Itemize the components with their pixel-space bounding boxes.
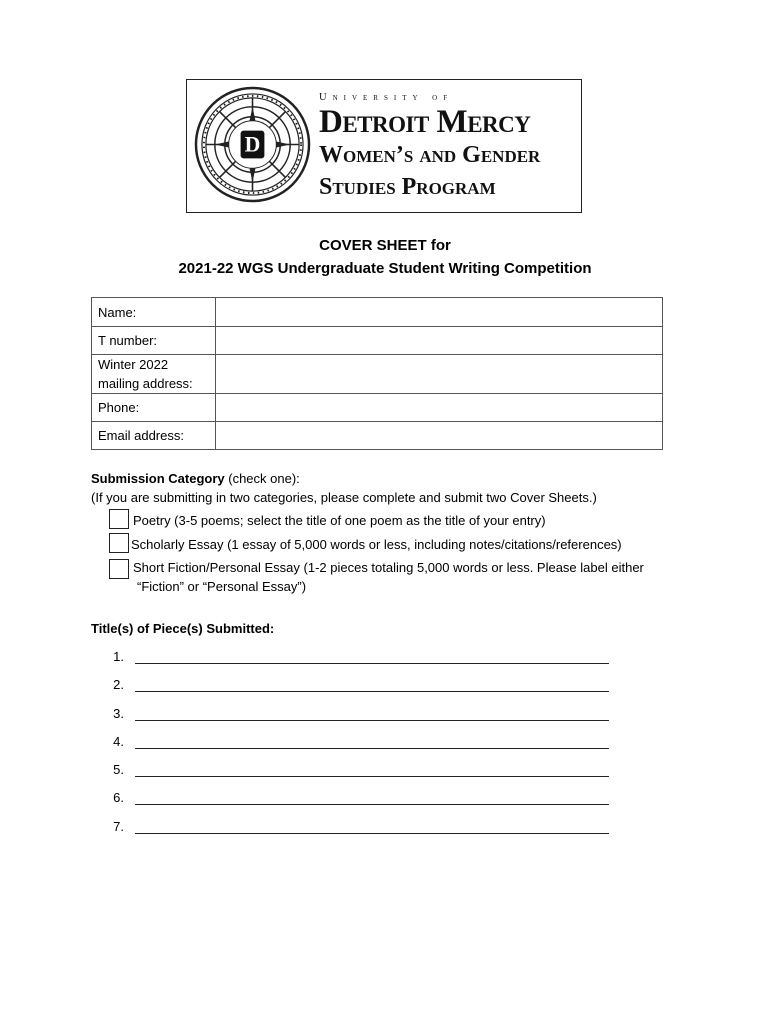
title-number-5: 5. xyxy=(113,762,124,777)
title-line-6[interactable] xyxy=(135,804,609,805)
email-label: Email address: xyxy=(92,422,216,450)
short-fiction-option-label-line1: Short Fiction/Personal Essay (1-2 pieces totaling 5,000 words or less. Please label either xyxy=(133,560,644,575)
title-line-2[interactable] xyxy=(135,691,609,692)
email-field[interactable] xyxy=(216,422,663,450)
scholarly-essay-checkbox[interactable] xyxy=(109,533,129,553)
logo-university-of: University of xyxy=(319,92,454,103)
poetry-checkbox[interactable] xyxy=(109,509,129,529)
t-number-label: T number: xyxy=(92,327,216,355)
svg-text:D: D xyxy=(244,132,261,157)
t-number-field[interactable] xyxy=(216,327,663,355)
submission-category-heading-rest: (check one): xyxy=(224,471,300,486)
page-subtitle: 2021-22 WGS Undergraduate Student Writing Competition xyxy=(178,260,592,277)
university-seal-icon xyxy=(193,85,312,204)
title-number-2: 2. xyxy=(113,677,124,692)
title-line-3[interactable] xyxy=(135,720,609,721)
title-line-4[interactable] xyxy=(135,748,609,749)
short-fiction-option-label-line2: “Fiction” or “Personal Essay”) xyxy=(137,579,307,594)
title-number-1: 1. xyxy=(113,649,124,664)
submission-category-heading-bold: Submission Category xyxy=(91,471,225,486)
program-logo xyxy=(186,79,582,213)
title-line-7[interactable] xyxy=(135,833,609,834)
title-line-1[interactable] xyxy=(135,663,609,664)
mailing-address-label xyxy=(92,355,216,394)
short-fiction-checkbox[interactable] xyxy=(109,559,129,579)
title-number-6: 6. xyxy=(113,790,124,805)
table-row-phone xyxy=(92,394,663,422)
title-number-7: 7. xyxy=(113,819,124,834)
title-number-3: 3. xyxy=(113,706,124,721)
table-row-mailing-address xyxy=(92,355,663,394)
title-number-4: 4. xyxy=(113,734,124,749)
logo-womens-and-gender: Women’s and Gender xyxy=(319,142,541,168)
page-title: COVER SHEET for xyxy=(319,237,451,254)
mailing-address-label-line2: mailing address: xyxy=(98,376,193,391)
logo-detroit-mercy: Detroit Mercy xyxy=(319,104,531,140)
submission-category-heading xyxy=(91,471,300,486)
submission-category-note: (If you are submitting in two categories, please complete and submit two Cover Sheets.) xyxy=(91,490,597,505)
name-field[interactable] xyxy=(216,298,663,327)
phone-field[interactable] xyxy=(216,394,663,422)
name-label: Name: xyxy=(92,298,216,327)
scholarly-essay-option-label: Scholarly Essay (1 essay of 5,000 words or less, including notes/citations/references) xyxy=(131,537,622,552)
table-row-name xyxy=(92,298,663,327)
titles-submitted-heading: Title(s) of Piece(s) Submitted: xyxy=(91,621,275,636)
title-line-5[interactable] xyxy=(135,776,609,777)
mailing-address-label-line1: Winter 2022 xyxy=(98,357,169,372)
poetry-option-label: Poetry (3-5 poems; select the title of one poem as the title of your entry) xyxy=(133,513,546,528)
phone-label: Phone: xyxy=(92,394,216,422)
table-row-email xyxy=(92,422,663,450)
mailing-address-field[interactable] xyxy=(216,355,663,394)
logo-studies-program: Studies Program xyxy=(319,174,496,200)
table-row-t-number xyxy=(92,327,663,355)
student-info-table xyxy=(91,297,663,450)
